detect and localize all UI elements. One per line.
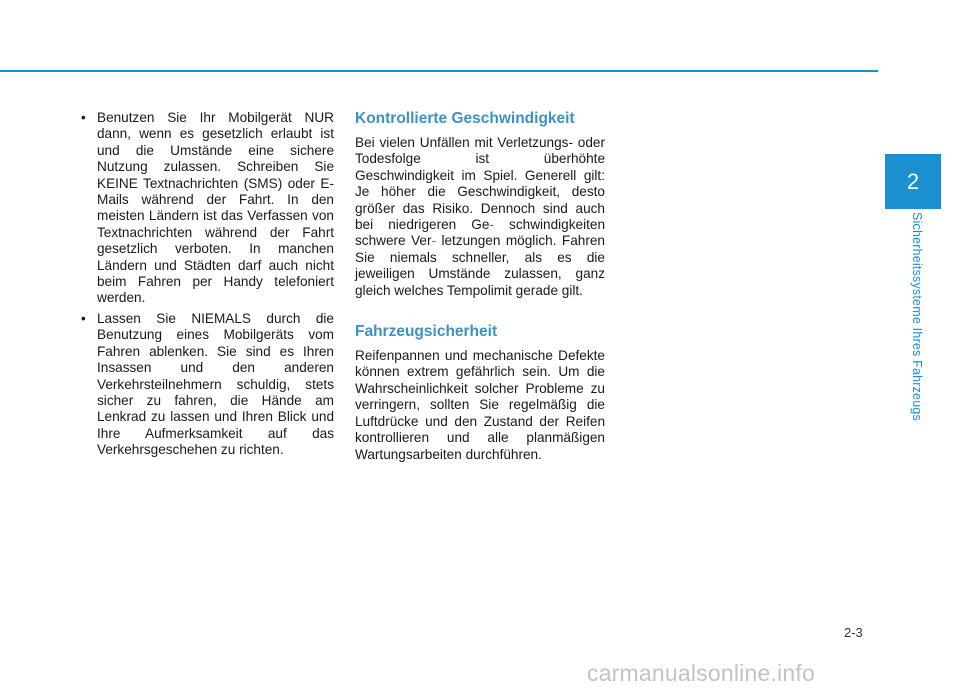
speed-text-part1: Bei vielen Unfällen mit Verletzungs- oder Todesfolge ist überhöhte Geschwindigkeit im Spiel. Generell gilt: Je höher die Geschwindigkeit, desto größer das Risiko. Dennoch sind auch bei niedrigeren Ge xyxy=(355,135,605,233)
hyphen-mark: - xyxy=(431,233,436,249)
top-rule xyxy=(0,70,878,72)
chapter-number: 2 xyxy=(906,168,920,194)
bullet-text: Lassen Sie NIEMALS durch die Benutzung eines Mobilgeräts vom Fahren ablenken. Sie sind es Ihren Insassen und den anderen Verkehrsteilnehmern schuldig, stets sicher zu fahren, die Hände am Lenkrad zu lassen und Ihren Blick und Ihre Aufmerksamkeit auf das Verkehrsgeschehen zu richten. xyxy=(97,310,334,458)
vehicle-paragraph: Reifenpannen und mechanische Defekte können extrem gefährlich sein. Um die Wahrscheinlichkeit solcher Probleme zu verringern, sollten Sie regelmäßig die Luftdrücke und den Zustand der Reifen kontrollieren und alle planmäßigen Wartungsarbeiten durchführen. xyxy=(355,348,605,462)
bullet-item xyxy=(78,311,334,459)
chapter-tab xyxy=(885,154,941,209)
page-number: 2-3 xyxy=(844,625,863,640)
chapter-title: Sicherheitssysteme Ihres Fahrzeugs xyxy=(910,212,924,421)
vehicle-heading: Fahrzeugsicherheit xyxy=(355,323,498,341)
left-column xyxy=(78,110,334,463)
speed-text-part3: letzungen möglich. Fahren Sie niemals schneller, als es die jeweiligen Umstände zulassen, ganz gleich welches Tempolimit gerade gilt. xyxy=(355,233,605,298)
hyphen-mark: - xyxy=(489,217,494,233)
bullet-text: Benutzen Sie Ihr Mobilgerät NUR dann, wenn es gesetzlich erlaubt ist und die Umstände eine sichere Nutzung zulassen. Schreiben Sie KEINE Textnachrichten (SMS) oder E-Mails während der Fahrt. In den meisten Ländern ist das Verfassen von Textnachrichten während der Fahrt gesetzlich verboten. In manchen Ländern und Städten darf auch nicht beim Fahren per Handy telefoniert werden. xyxy=(97,110,334,306)
bullet-icon: • xyxy=(81,310,86,326)
watermark: carmanualsonline.info xyxy=(587,660,815,686)
speed-heading: Kontrollierte Geschwindigkeit xyxy=(355,110,575,127)
bullet-item xyxy=(78,110,334,307)
speed-text-part2: schwindigkeiten schwere Ver xyxy=(355,217,606,249)
speed-paragraph xyxy=(355,135,605,299)
middle-column xyxy=(355,110,605,463)
bullet-icon: • xyxy=(81,110,86,125)
